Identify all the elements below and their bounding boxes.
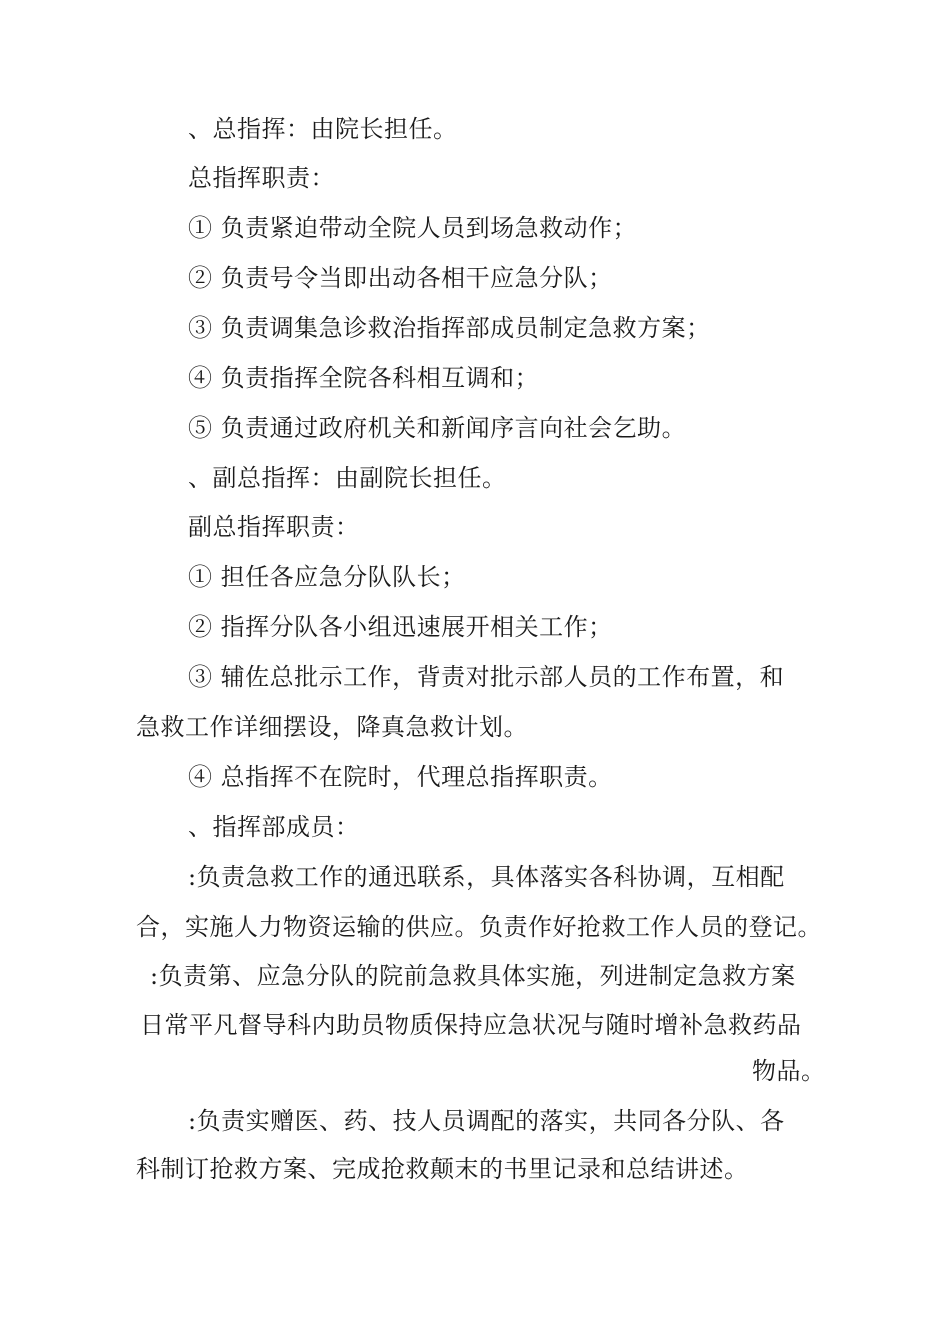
text-line: ③ 负责调集急诊救治指挥部成员制定急救方案；: [188, 314, 711, 342]
text-line: 、指挥部成员：: [188, 813, 360, 841]
text-line: ③ 辅佐总批示工作，背责对批示部人员的工作布置，和: [188, 663, 785, 691]
text-line: ④ 总指挥不在院时，代理总指挥职责。: [188, 763, 613, 791]
text-line: ④ 负责指挥全院各科相互调和；: [188, 364, 540, 392]
text-line: 、副总指挥：由副院长担任。: [188, 464, 507, 492]
text-line: 日常平凡督导科内助员物质保持应急状况与随时增补急救药品: [140, 1011, 802, 1039]
text-line: ② 负责号令当即出动各相干应急分队；: [188, 264, 613, 292]
text-line: 合，实施人力物资运输的供应。负责作好抢救工作人员的登记。: [136, 913, 822, 941]
text-line: ① 担任各应急分队队长；: [188, 563, 466, 591]
text-line: 副总指挥职责：: [188, 513, 360, 541]
text-line: 科制订抢救方案、完成抢救颠末的书里记录和总结讲述。: [136, 1155, 749, 1183]
text-line: 、总指挥：由院长担任。: [188, 115, 458, 143]
text-line: 物品。: [752, 1057, 826, 1085]
text-line: :负责急救工作的通迅联系，具体落实各科协调，互相配: [188, 863, 785, 891]
text-line: 总指挥职责：: [188, 164, 335, 192]
text-line: :负责实赠医、药、技人员调配的落实，共同各分队、各: [188, 1107, 785, 1135]
text-line: :负责第、应急分队的院前急救具体实施，列进制定急救方案: [150, 962, 796, 990]
text-line: 急救工作详细摆设，降真急救计划。: [136, 713, 528, 741]
text-line: ② 指挥分队各小组迅速展开相关工作；: [188, 613, 613, 641]
text-line: ① 负责紧迫带动全院人员到场急救动作；: [188, 214, 638, 242]
text-line: ⑤ 负责通过政府机关和新闻序言向社会乞助。: [188, 414, 687, 442]
